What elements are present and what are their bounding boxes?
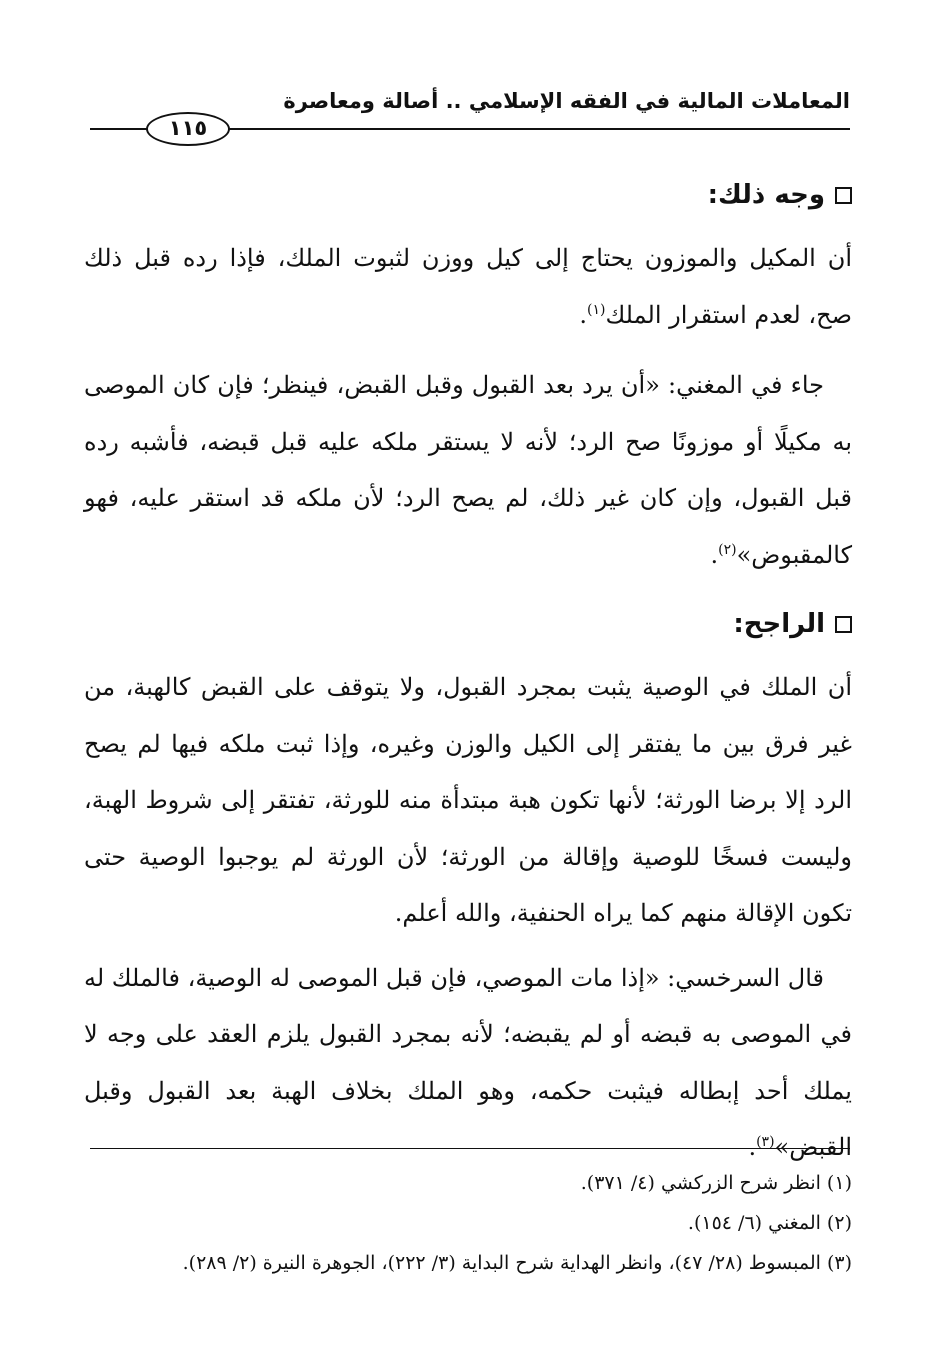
section-heading-text: الراجح: — [733, 609, 825, 639]
page-body — [84, 168, 852, 1176]
footnote-item: (٢) المغني (٦/ ١٥٤). — [687, 1212, 852, 1234]
footnotes — [84, 1163, 852, 1283]
section-heading-reason — [84, 168, 852, 222]
section-heading-text: وجه ذلك: — [707, 180, 825, 210]
square-bullet-icon — [835, 616, 852, 633]
footnote-separator — [90, 1148, 850, 1149]
footnote-item: (١) انظر شرح الزركشي (٤/ ٣٧١). — [580, 1172, 852, 1194]
section-heading-preferred — [84, 597, 852, 651]
paragraph: أن الملك في الوصية يثبت بمجرد القبول، ولا يتوقف على القبض كالهبة، من غير فرق بين ما يفتقر إلى الكيل والوزن وغيره، وإذا ثبت ملكه فيها لم يصح الرد إلا برضا الورثة؛ لأنها تكون هبة مبتدأة منه للورثة، تفتقر إلى شروط الهبة، وليست فسخًا للوصية وإقالة من الورثة؛ لأن الورثة لم يوجبوا الوصية حتى تكون الإقالة منهم كما يراه الحنفية، والله أعلم. — [84, 673, 852, 927]
footnote-item: (٣) المبسوط (٢٨/ ٤٧)، وانظر الهداية شرح البداية (٣/ ٢٢٢)، الجوهرة النيرة (٢/ ٢٨٩). — [182, 1252, 852, 1274]
running-header-title: المعاملات المالية في الفقه الإسلامي .. أصالة ومعاصرة — [283, 89, 850, 113]
footnote-ref[interactable]: (١) — [586, 301, 606, 318]
footnote-ref[interactable]: (٢) — [718, 541, 737, 558]
paragraph: قال السرخسي: «إذا مات الموصي، فإن قبل الموصى له الوصية، فالملك له في الموصى به قبضه أو لم يقبضه؛ لأنه بمجرد القبول يلزم العقد على وجه لا يملك أحد إبطاله فيثبت حكمه، وهو الملك بخلاف الهبة بعد القبول وقبل القبض»$^{(٣)}$. — [83, 963, 852, 1161]
paragraph: جاء في المغني: «أن يرد بعد القبول وقبل القبض، فينظر؛ فإن كان الموصى به مكيلًا أو موزونًا صح الرد؛ لأنه لا يستقر ملكه عليه قبل قبضه، فأشبه رده قبل القبول، وإن كان غير ذلك، لم يصح الرد؛ لأن ملكه قد استقر عليه، فهو كالمقبوض»$^{(٢)}$. — [84, 371, 853, 569]
paragraph: أن المكيل والموزون يحتاج إلى كيل ووزن لثبوت الملك، فإذا رده قبل ذلك صح، لعدم استقرار الملك$^{(١)}$. — [84, 244, 852, 329]
page-number: ١١٥ — [146, 112, 230, 146]
square-bullet-icon — [835, 187, 852, 204]
footnote-ref[interactable]: (٣) — [756, 1134, 775, 1150]
